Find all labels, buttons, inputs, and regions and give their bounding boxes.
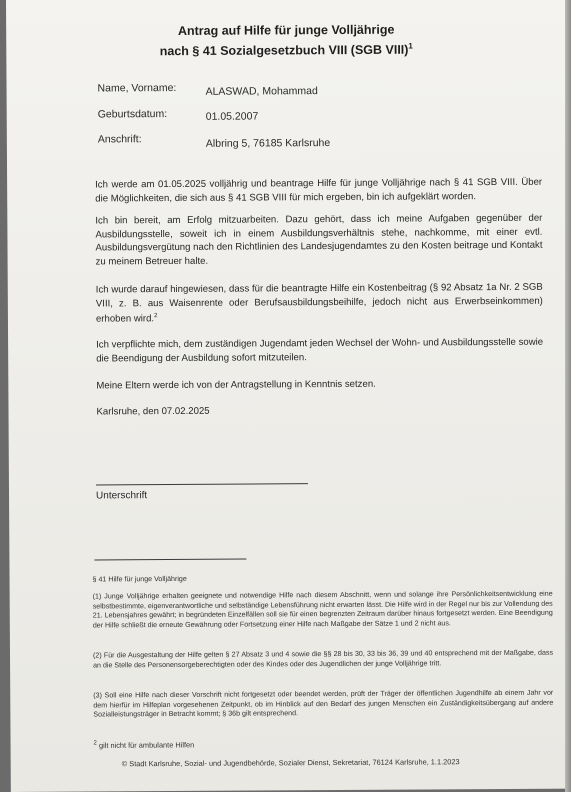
paragraph-cost-contribution: Ich wurde darauf hingewiesen, dass für die beantragte Hilfe ein Kostenbeitrag (§ 92 Absatz 1a Nr. 2 SGB VIII, z. B. aus Waisenrente oder Berufsausbildungsbeihilfe, jedoch nicht aus Erwerbseinkommen) erhoben wird.$^2$ xyxy=(95,281,543,325)
paragraph-application: Ich werde am 01.05.2025 volljährig und beantrage Hilfe für junge Volljährige nach § 41 SGB VIII. Über die Möglichkeiten, die sich aus § 41 SGB VIII für mich ergeben, bin ich aufgeklärt worden. xyxy=(95,176,543,205)
footnote-marker: 2 xyxy=(93,740,97,747)
paragraph-obligation: Ich verpflichte mich, dem zuständigen Jugendamt jeden Wechsel der Wohn- und Ausbildungsstelle sowie die Beendigung der Ausbildung sofort mitzuteilen. xyxy=(96,336,544,365)
law-section-3: (3) Soll eine Hilfe nach dieser Vorschrift nicht fortgesetzt oder beendet werden, prüft der Träger der öffentlichen Jugendhilfe ab einem Jahr vor dem hierfür im Hilfeplan vorgesehenen Zeitpunkt, ob im Hinblick auf den Bedarf des jungen Menschen ein Zuständigkeitsübergang auf andere Sozialleistungsträger in Betracht kommt; § 36b gilt entsprechend. xyxy=(93,688,554,719)
footnote-marker: 1 xyxy=(408,41,413,51)
application-form-page xyxy=(6,0,571,792)
paragraph-cooperation: Ich bin bereit, am Erfolg mitzuarbeiten. Dazu gehört, dass ich meine Aufgaben gegenüber der Ausbildungsstelle, soweit ich in einem Ausbildungsverhältnis stehe, nachkomme, mit einer evtl. Ausbildungsvergütung nach den Richtlinien des Landesjugendamtes zu den Kosten beitrage und Kontakt zu meinem Betreuer halte. xyxy=(95,212,543,268)
name-label: Name, Vorname: xyxy=(97,81,177,95)
place-and-date: Karlsruhe, den 07.02.2025 xyxy=(96,405,210,418)
copyright-line: © Stadt Karlsruhe, Sozial- und Jugendbehörde, Sozialer Dienst, Sekretariat, 76124 Karlsruhe, 1.1.2023 xyxy=(121,757,460,769)
birthdate-label: Geburtsdatum: xyxy=(97,108,168,121)
address-value: Albring 5, 76185 Karlsruhe xyxy=(205,137,331,150)
address-label: Anschrift: xyxy=(97,133,142,146)
footnote: $^2$ gilt nicht für ambulante Hilfen xyxy=(93,740,195,750)
page-edge-shadow xyxy=(565,0,571,792)
law-section-1: (1) Junge Volljährige erhalten geeignete und notwendige Hilfe nach diesem Abschnitt, wenn und solange ihre Persönlichkeitsentwicklung eine selbstbestimmte, eigenverantwortliche und selbständige Lebensführung nicht erwarten lässt. Die Hilfe wird in der Regel nur bis zur Vollendung des 21. Lebensjahres gewährt; in begründeten Einzelfällen soll sie für einen begrenzten Zeitraum darüber hinaus fortgesetzt werden. Eine Beendigung der Hilfe schließt die erneute Gewährung oder Fortsetzung einer Hilfe nach Maßgabe der Sätze 1 und 2 nicht aus. xyxy=(92,589,553,630)
law-section-2: (2) Für die Ausgestaltung der Hilfe gelten § 27 Absatz 3 und 4 sowie die §§ 28 bis 30, 33 bis 36, 39 und 40 entsprechend mit der Maßgabe, dass an die Stelle des Personensorgeberechtigten oder des Kindes oder des Jugendlichen der junge Volljährige tritt. xyxy=(92,648,554,670)
name-value: ALASWAD, Mohammad xyxy=(205,85,318,98)
paragraph-parents: Meine Eltern werde ich von der Antragstellung in Kenntnis setzen. xyxy=(96,378,376,392)
signature-line[interactable] xyxy=(96,483,308,485)
signature-label: Unterschrift xyxy=(95,490,148,502)
footnote-marker: 2 xyxy=(154,313,158,320)
form-subtitle: nach § 41 Sozialgesetzbuch VIII (SGB VIII)$^1$ xyxy=(159,41,413,59)
birthdate-value: 01.05.2007 xyxy=(205,110,259,123)
footnote-divider xyxy=(94,559,246,561)
form-title: Antrag auf Hilfe für junge Volljährige xyxy=(177,22,395,38)
law-heading: § 41 Hilfe für junge Volljährige xyxy=(92,574,187,584)
